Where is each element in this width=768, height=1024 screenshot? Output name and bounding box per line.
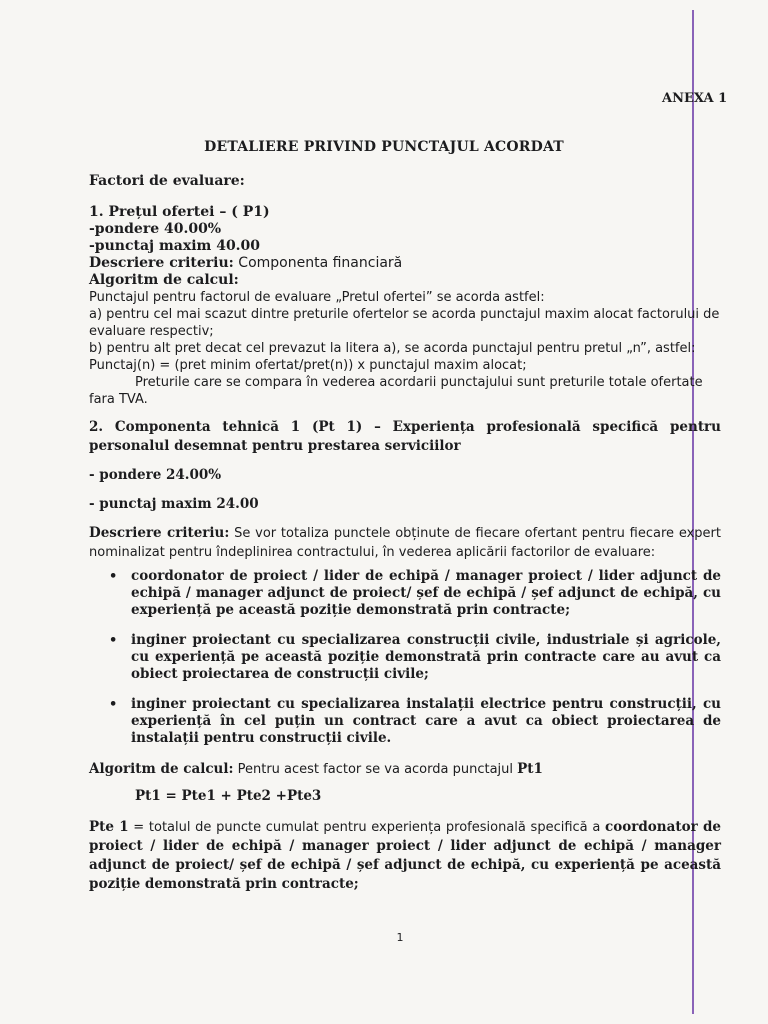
pte1-definition [89,818,721,894]
annex-label: ANEXA 1 [662,91,728,106]
algorithm-text: Pentru acest factor se va acorda punctajul [233,762,518,777]
section1-heading: 1. Prețul ofertei – ( P1) [89,204,270,220]
algorithm-item-a: a) pentru cel mai scazut dintre preturile ofertelor se acorda punctajul maxim alocat factorului de evaluare respectiv; [89,307,720,339]
section2-weight: - pondere 24.00% [89,467,222,483]
algorithm-item-b: b) pentru alt pret decat cel prevazut la litera a), se acorda punctajul pentru pretul „n”, astfel: [89,341,696,356]
expert-list [89,568,721,747]
criteria-label: Descriere criteriu: [89,255,234,271]
section1-max-score: -punctaj maxim 40.00 [89,238,261,254]
section2-max-score: - punctaj maxim 24.00 [89,496,259,512]
section-price [89,173,721,408]
pte1-text: = totalul de puncte cumulat pentru experiența profesională specifică a [128,820,605,835]
list-item: • coordonator de proiect / lider de echipă / manager proiect / lider adjunct de echipă / manager adjunct de proiect/ șef de echipă / șef adjunct de echipă, cu experiență pe această poziție demonstrată prin contracte; [131,568,721,619]
section1-weight: -pondere 40.00% [89,221,222,237]
document-title: DETALIERE PRIVIND PUNCTAJUL ACORDAT [204,139,564,155]
algorithm-label: Algoritm de calcul: [89,761,234,777]
criteria-label: Descriere criteriu: [89,525,230,541]
algorithm-term: Pt1 [517,761,543,777]
pte1-bold: coordonator de proiect / lider de echipă / manager proiect / lider adjunct de echipă / manager adjunct de proiect/ șef de echipă / șef adjunct de echipă, cu experiență pe această poziție demonstrată prin contracte; [89,819,721,892]
algorithm-intro: Punctajul pentru factorul de evaluare „Pretul ofertei” se acorda astfel: [89,290,545,305]
section2-heading: 2. Componenta tehnică 1 (Pt 1) – Experiența profesională specifică pentru personalul desemnat pentru prestarea serviciilor [89,419,721,454]
page-number: 1 [396,931,404,944]
list-item: • inginer proiectant cu specializarea construcții civile, industriale și agricole, cu experiență pe această poziție demonstrată prin contracte care au avut ca obiect proiectarea de construcții civile; [131,632,721,683]
section2-criteria [89,524,721,562]
criteria-text: Se vor totaliza punctele obținute de fiecare ofertant pentru fiecare expert nominalizat pentru îndeplinirea contractului, în vederea aplicării factorilor de evaluare: [89,526,721,560]
section-technical [89,418,721,894]
section1-criteria [89,255,721,272]
algorithm-label: Algoritm de calcul: [89,272,239,288]
list-item: • inginer proiectant cu specializarea instalații electrice pentru construcții, cu experiență în cel puțin un contract care a avut ca obiect proiectarea de instalații pentru construcții civile. [131,696,721,747]
score-formula: Pt1 = Pte1 + Pte2 +Pte3 [135,788,322,804]
section2-algorithm [89,760,721,779]
pte1-label: Pte 1 [89,819,129,835]
algorithm-formula: Punctaj(n) = (pret minim ofertat/pret(n)) x punctajul maxim alocat; [89,358,527,373]
criteria-text: Componenta financiară [233,255,403,271]
algorithm-note: Preturile care se compara în vederea acordarii punctajului sunt preturile totale ofertate fara TVA. [89,375,703,407]
factors-heading: Factori de evaluare: [89,173,245,189]
